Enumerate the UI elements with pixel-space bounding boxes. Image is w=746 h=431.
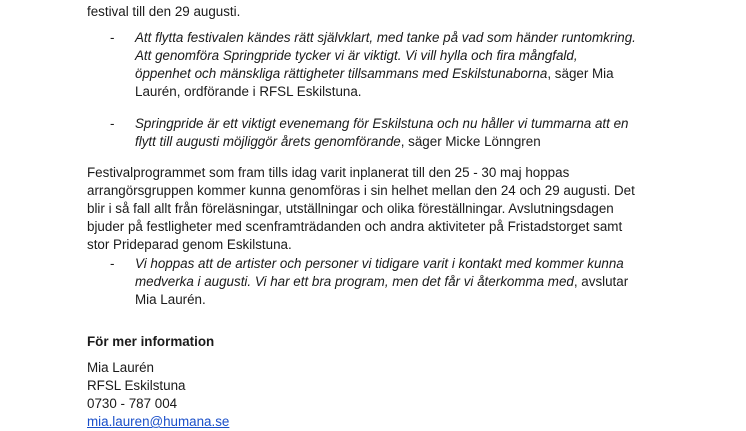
paragraph-line: blir i så fall allt från föreläsningar, utställningar och olika föreställningar. Avslutningsdagen — [87, 201, 614, 216]
attribution-text: Laurén, ordförande i RFSL Eskilstuna. — [135, 84, 362, 99]
more-info-heading: För mer information — [87, 334, 215, 349]
attribution-text: Mia Laurén. — [135, 292, 206, 307]
paragraph-line: arrangörsgruppen kommer kunna genomföras i sin helhet mellan den 24 och 29 augusti. Det — [87, 183, 635, 198]
quote-text: flytt till augusti möjliggör årets genomförande — [135, 134, 401, 149]
quote-body — [135, 29, 675, 101]
quote-text: Springpride är ett viktigt evenemang för Eskilstuna och nu håller vi tummarna att en — [135, 116, 629, 131]
contact-org: RFSL Eskilstuna — [87, 378, 186, 393]
attribution-text: , avslutar — [573, 274, 629, 289]
bullet-dash: - — [110, 116, 115, 131]
attribution-text: , säger Micke Lönngren — [400, 134, 541, 149]
contact-name: Mia Laurén — [87, 360, 154, 375]
quote-body — [135, 255, 675, 309]
bullet-dash: - — [110, 30, 115, 45]
quote-body — [135, 115, 675, 151]
paragraph-line: stor Prideparad genom Eskilstuna. — [87, 237, 292, 252]
intro-tail-text: festival till den 29 augusti. — [87, 4, 241, 19]
quote-text: Vi hoppas att de artister och personer vi tidigare varit i kontakt med kommer kunna — [135, 256, 624, 271]
contact-block — [87, 359, 229, 431]
quote-text: Att flytta festivalen kändes rätt självklart, med tanke på vad som händer runtomkring. — [135, 30, 636, 45]
program-paragraph — [87, 164, 657, 254]
quote-text: öppenhet och mänskliga rättigheter tillsammans med Eskilstunaborna — [135, 66, 548, 81]
quote-text: Att genomföra Springpride tycker vi är viktigt. Vi vill hylla och fira mångfald, — [135, 48, 578, 63]
contact-email-link[interactable]: mia.lauren@humana.se — [87, 414, 230, 429]
quote-text: medverka i augusti. Vi har ett bra program, men det får vi återkomma med — [135, 274, 574, 289]
paragraph-line: bjuder på festligheter med scenframträdanden och andra aktiviteter på Fristadstorget samt — [87, 219, 623, 234]
paragraph-line: Festivalprogrammet som fram tills idag varit inplanerat till den 25 - 30 maj hoppas — [87, 165, 570, 180]
bullet-dash: - — [110, 256, 115, 271]
attribution-text: , säger Mia — [547, 66, 614, 81]
contact-phone: 0730 - 787 004 — [87, 396, 178, 411]
